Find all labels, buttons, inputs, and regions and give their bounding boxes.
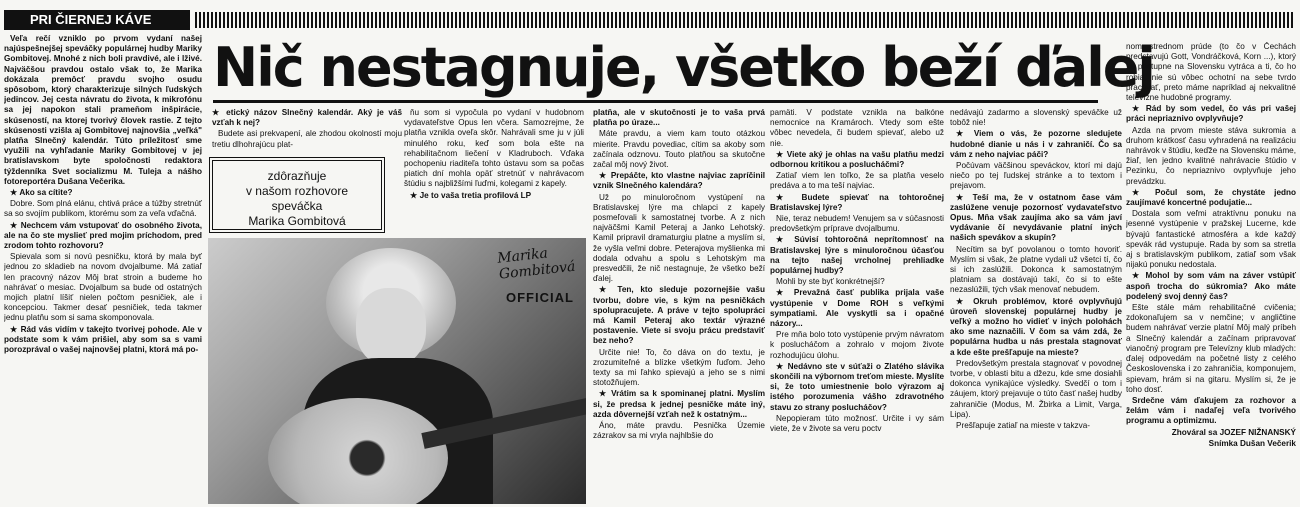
question-continuation: platňa, ale v skutočnosti je to vaša prvá platňa po úraze...	[593, 108, 765, 128]
article-column-7	[1126, 42, 1296, 504]
answer: Dostala som veľmi atraktívnu ponuku na jesenné vystúpenie v pražskej Lucerne, kde bývajú fantastické atmosféra a kde každý spevák rád vystupuje. Rada by som sa stretla aj s bratislavským publikom, zatiaľ som však nijakú ponuku nedostala.	[1126, 209, 1296, 270]
article-column-1	[4, 34, 202, 504]
answer: Máte pravdu, a viem kam touto otázkou mierite. Pravdu povediac, cítim sa akoby som začínala odznovu. Touto platňou sa skutočne začal môj nový život.	[593, 129, 765, 170]
byline-photographer: Snímka Dušan Večerik	[1208, 438, 1296, 448]
answer: Pre mňa bolo toto vystúpenie prvým návratom k poslucháčom a zohralo v mojom živote rozhodujúcu úlohu.	[770, 330, 944, 360]
answer: Zatiaľ viem len toľko, že sa platňa veselo predáva a to ma teší najviac.	[770, 171, 944, 191]
question: ★ Súvisí tohtoročná neprítomnosť na Bratislavskej lýre s minuloročnou účasťou na tejto našej vrcholnej prehliadke populárnej hudby?	[770, 235, 944, 276]
answer: Ešte stále mám rehabilitačné cvičenia; zdokonaľujem sa v nemčine; v angličtine budem nahrávať verzie platní Môj malý príbeh a Slnečný kalendár a začínam pripravovať vianočný program pre Televízny klub mladých: ďalej odpovedám na početné listy z celého Československa i zo zahraničia, komponujem, spievam, hrám si na gitaru. Myslím si, že je toho dosť.	[1126, 303, 1296, 394]
question: ★ Mohol by som vám na záver vstúpiť aspoň trocha do súkromia? Ako máte podelený svoj denný čas?	[1126, 271, 1296, 302]
question: ★ Ten, kto sleduje pozornejšie vašu tvorbu, dobre vie, s kým na pesničkách spolupracujete. A práve v tejto spolupráci má Kamil Peteraj ako textár výrazné postavenie. Viete si svoju prácu predstaviť bez neho?	[593, 285, 765, 346]
answer: ňu som si vypočula po vydaní v hudobnom vydavateľstve Opus len včera. Samozrejme, že platňa vznikla oveľa skôr. Nahrávali sme ju v júli minulého roku, keď som bola ešte na rehabilitačnom liečení v Kladruboch. Vďaka pochopeniu riaditeľa tohto ústavu som sa počas piatich dní mohla opäť stretnúť v nahrávacom štúdiu s najbližšími ľuďmi, kolegami z kapely.	[404, 108, 584, 189]
article-column-3	[404, 108, 584, 236]
answer: Budete asi prekvapení, ale zhodou okolností moju tretiu dlhohrajúcu plat-	[212, 129, 402, 149]
question: ★ Budete spievať na tohtoročnej Bratislavskej lýre?	[770, 193, 944, 213]
section-rubric: PRI ČIERNEJ KÁVE	[4, 10, 190, 30]
answer: Dobre. Som plná elánu, chtivá práce a túžby stretnúť sa so svojím publikom, ktorému som za veľa vďačná.	[4, 199, 202, 219]
pull-quote-line: zdôrazňuje	[267, 169, 327, 183]
question: ★ Viete aký je ohlas na vašu platňu medzi odbornou kritikou a poslucháčmi?	[770, 150, 944, 170]
answer-continuation: pamäti. V podstate vznikla na balkóne nemocnice na Kramároch. Vtedy som ešte vôbec nevedela, či budem spievať, alebo už nie.	[770, 108, 944, 148]
answer: Už po minuloročnom vystúpení na Bratislavskej lýre ma chlapci z kapely posmeľovali k samostatnej tvorbe. A z nich najväčšmi Kamil Peteraj a Janko Lehotský. Kamil pripravil dramaturgiu platne a myslím si, že vyšla veľmi dobre. Peterajova myšlienka mi dodala odvahu a spolu s Lehotským ma presvedčili, že nič nestagnuje, že všetko beží ďalej.	[593, 192, 765, 284]
pull-quote-line: speváčka	[271, 199, 323, 213]
answer: Prešľapuje zatiaľ na mieste v takzva-	[956, 421, 1091, 431]
question: ★ Rád vás vidím v takejto tvorivej pohode. Ale v podstate som k vám prišiel, aby som sa s vami porozprával o vašej najnovšej platni, ktorá má po-	[4, 325, 202, 356]
headline: Nič nestagnuje, všetko beží ďalej	[213, 36, 1154, 99]
pull-quote-line: Marika Gombitová	[248, 214, 346, 228]
photo-face-shape	[356, 288, 426, 366]
answer: Nepopieram túto možnosť. Určite i vy sám viete, že v živote sa veru poctv	[770, 413, 944, 434]
question: ★ Teší ma, že v ostatnom čase vám zaslúžene venuje pozornosť vydavateľstvo Opus. Mňa však zaujíma ako sa vám javí vydávanie čí nevydávanie platní iných našich spevákov a skupín?	[950, 193, 1122, 244]
question: ★ Prevažná časť publika prijala vaše vystúpenie v Dome ROH s veľkými sympatiami. Ale vyskytli sa i opačné názory...	[770, 288, 944, 329]
answer: Predovšetkým prestala stagnovať v povodnej tvorbe, v oblasti bitu a džezu, kde sme dosiahli dokonca vynikajúce výsledky. Svedčí o tom i záujem, ktorý prejavuje o túto časť našej hudby zahraničie (Modus, M. Žbirka a Limit, Varga, Lipa).	[950, 358, 1122, 419]
official-stamp: OFFICIAL	[506, 290, 574, 305]
hatched-rule	[195, 12, 1295, 28]
byline-interviewer: Zhováral sa JOZEF NIŽNANSKÝ	[1171, 427, 1296, 437]
question: ★ Počul som, že chystáte jedno zaujímavé koncertné podujatie...	[1126, 188, 1296, 208]
article-column-4	[593, 108, 765, 504]
singer-photo	[208, 238, 586, 504]
answer: Spievala som si novú pesničku, ktorá by mala byť jednou zo skladieb na novom dvojalbume. Má zatiaľ len pracovný názov Môj brat stroin a budeme ho nahrávať o mesiac. Dvojalbum sa bude od ostatných mojich platní líšiť nielen počtom pesničiek, ale i koncepciou. Takmer desať pesničiek, teda takmer jednu platňu som si sama skomponovala.	[4, 252, 202, 323]
headline-underline	[213, 100, 1098, 103]
answer: Určite nie! To, čo dáva on do textu, je zrozumiteľné a blízke všetkým ľuďom. Jeho texty sa mi ľahko spievajú a jeho se s nimi stotožňujem.	[593, 347, 765, 388]
article-column-6	[950, 108, 1122, 504]
answer: Nie, teraz nebudem! Venujem sa v súčasnosti predovšetkým príprave dvojalbumu.	[770, 214, 944, 234]
answer: Necítim sa byť povolanou o tomto hovoriť. Myslím si však, že platne vydali už všetci tí, čo si ich zaslúžili. Dokonca k samostatným platniam sa dostávajú takí, čo si to ešte nezaslúžili, tých však menovať nebudem.	[950, 244, 1122, 295]
pull-quote-box	[212, 160, 382, 230]
answer-continuation: nom strednom prúde (to čo v Čechách predstavujú Gott, Vondráčková, Korn ...), ktorý sa postupne na Slovensku vytráca a ti, čo ho robia, nie sú vôbec ochotní na sebe tvrdo pracovať, preto máme napríklad aj nekvalitné televízne hudobné programy.	[1126, 42, 1296, 103]
answer: Mohli by ste byť konkrétnejší?	[776, 277, 885, 287]
answer: Azda na prvom mieste stáva sukromia a druhom krátkosť času vyhradená na realizáciu nahrávok v štúdiu, keďže na Slovensku máme, žiaľ, len jedno kvalitné nahrávacie štúdio v Pezinku, čo nepriaznivo ovplyvňuje jeho prevádzku.	[1126, 125, 1296, 186]
question: ★ etický názov Slnečný kalendár. Aký je váš vzťah k nej?	[212, 108, 402, 128]
question: ★ Ako sa cítite?	[4, 188, 202, 198]
question: ★ Vrátim sa k spominanej platni. Myslím si, že predsa k jednej pesničke máte iný, azda dôvernejší vzťah než k ostatným...	[593, 389, 765, 420]
question: ★ Okruh problémov, ktoré ovplyvňujú úroveň slovenskej populárnej hudby je veľký a možno ho vidieť v iných polohách ako sme naznačili. V čom sa vám zdá, že populárna hudba u nás prestala stagnovať a kde ešte prešľapuje na mieste?	[950, 297, 1122, 358]
question: ★ Nedávno ste v súťaži o Zlatého slávika skončili na výbornom treťom mieste. Myslíte si, že toto umiestnenie bolo výrazom aj istého porozumenia vášho zdravotného stavu zo strany poslucháčov?	[770, 362, 944, 413]
lead-paragraph: Veľa rečí vzniklo po prvom vydaní našej najúspešnejšej speváčky populárnej hudby Mariky Gombitovej. Mnohé z nich boli pravdivé, ale i lživé. Najväčšou pravdou ostalo však to, že Marika dokázala premôcť pravdu svojho osudu spôsobom, ktorý charakterizuje silných ľudských jedincov. Jej cesta návratu do života, k mikrofónu sa jej napokon stali prameňom inšpirácie, skúseností, na ktorej tvorivý človek rastie. Z tejto skúsenosti vzišla aj Gombitovej najnovšia „veľká" platňa Slnečný kalendár. Túto príležitosť sme využili na vyhľadanie Mariky Gombitovej v jej bratislavskom byte spoločnosti redaktora týždenníka Svet socializmu M. Tuleja a nášho fotoreportéra Dušana Večerika.	[4, 34, 202, 186]
pull-quote-line: v našom rozhovore	[245, 184, 349, 198]
autograph-signature: Marika Gombitová	[496, 245, 577, 283]
question: ★ Prepáčte, kto vlastne najviac zapríčinil vznik Slnečného kalendára?	[593, 171, 765, 191]
article-column-5	[770, 108, 944, 504]
question: ★ Viem o vás, že pozorne sledujete hudobné dianie u nás i v zahraničí. Čo sa vám z neho najviac páči?	[950, 129, 1122, 160]
question: ★ Je to vaša tretia profilová LP	[404, 191, 584, 201]
article-column-2	[212, 108, 402, 156]
answer-continuation: nedávajú zadarmo a slovenský speváčke už tobôž nie!	[950, 108, 1122, 128]
answer: Áno, máte pravdu. Pesnička Územie zázrakov sa mi vryla najhlbšie do	[593, 421, 765, 441]
answer: Počúvam väčšinou speváckov, ktorí mi dajú niečo po tej ľudskej stránke a to textom i prejavom.	[950, 161, 1122, 191]
closing-thanks: Srdečne vám ďakujem za rozhovor a želám vám i nadaľej veľa tvorivého programu a optimizmu.	[1126, 395, 1296, 426]
question: ★ Nechcem vám vstupovať do osobného života, ale na čo ste myslieť pred mojim príchodom, pred zrodom tohto rozhovoru?	[4, 221, 202, 252]
question: ★ Rád by som vedel, čo vás pri vašej práci nepriaznivo ovplyvňuje?	[1126, 104, 1296, 124]
